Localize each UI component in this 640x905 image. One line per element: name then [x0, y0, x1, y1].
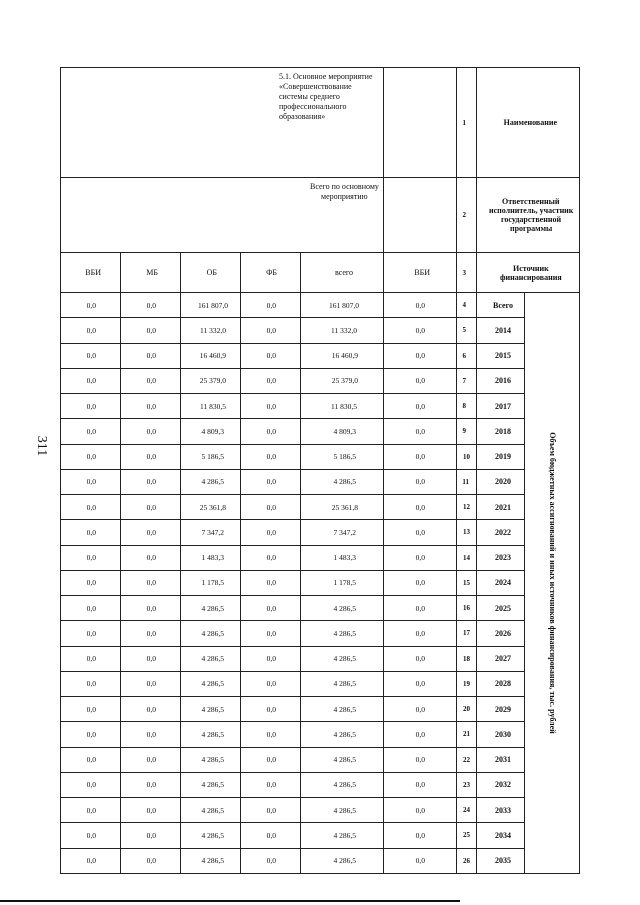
value-cell: 0,0 — [120, 444, 180, 469]
value-cell: 0,0 — [240, 394, 300, 419]
value-cell: 0,0 — [120, 798, 180, 823]
header-year: 2021 — [477, 495, 525, 520]
value-cell: 0,0 — [384, 419, 457, 444]
value-cell: 0,0 — [240, 343, 300, 368]
header-volume: Объем бюджетных ассигнований и иных источников финансирования, тыс. рублей — [525, 293, 580, 874]
value-cell: 0,0 — [120, 697, 180, 722]
value-cell: 25 379,0 — [300, 368, 383, 393]
header-year: 2031 — [477, 747, 525, 772]
header-source: Источник финансирования — [477, 253, 580, 293]
column-number: 15 — [456, 570, 476, 595]
header-year: 2018 — [477, 419, 525, 444]
value-cell: 0,0 — [384, 722, 457, 747]
header-year: 2034 — [477, 823, 525, 848]
value-cell: 0,0 — [384, 293, 457, 318]
header-year: 2022 — [477, 520, 525, 545]
value-cell: 11 332,0 — [180, 318, 240, 343]
value-cell: 0,0 — [61, 520, 121, 545]
header-year: 2027 — [477, 646, 525, 671]
header-year: 2030 — [477, 722, 525, 747]
value-cell: 1 483,3 — [180, 545, 240, 570]
value-cell: 0,0 — [61, 747, 121, 772]
column-number: 10 — [456, 444, 476, 469]
value-cell: 0,0 — [120, 293, 180, 318]
value-cell: 0,0 — [120, 495, 180, 520]
column-number: 9 — [456, 419, 476, 444]
header-year: 2029 — [477, 697, 525, 722]
value-cell: 4 286,5 — [180, 469, 240, 494]
value-cell: 25 361,8 — [300, 495, 383, 520]
value-cell: 4 286,5 — [300, 596, 383, 621]
value-cell: 0,0 — [61, 495, 121, 520]
header-responsible: Ответственный исполнитель, участник государственной программы — [477, 178, 580, 253]
value-cell: 0,0 — [120, 646, 180, 671]
value-cell: 4 809,3 — [180, 419, 240, 444]
value-cell: 0,0 — [384, 394, 457, 419]
value-cell: 4 286,5 — [180, 798, 240, 823]
column-number: 13 — [456, 520, 476, 545]
value-cell: 0,0 — [240, 848, 300, 874]
column-number: 25 — [456, 823, 476, 848]
value-cell: 4 286,5 — [180, 671, 240, 696]
value-cell: 0,0 — [61, 823, 121, 848]
column-number: 17 — [456, 621, 476, 646]
value-cell: 0,0 — [384, 747, 457, 772]
value-cell: 4 286,5 — [300, 722, 383, 747]
value-cell: 0,0 — [61, 722, 121, 747]
value-cell: 5 186,5 — [180, 444, 240, 469]
value-cell: 0,0 — [384, 823, 457, 848]
value-cell: 0,0 — [120, 596, 180, 621]
value-cell: 4 286,5 — [300, 772, 383, 797]
value-cell: 7 347,2 — [180, 520, 240, 545]
value-cell: 0,0 — [384, 495, 457, 520]
value-cell: 1 178,5 — [180, 570, 240, 595]
value-cell: 4 286,5 — [300, 697, 383, 722]
value-cell: 0,0 — [120, 368, 180, 393]
header-year: 2032 — [477, 772, 525, 797]
value-cell: 4 286,5 — [300, 823, 383, 848]
value-cell: 0,0 — [120, 823, 180, 848]
value-cell: 4 286,5 — [180, 823, 240, 848]
value-cell: 0,0 — [240, 621, 300, 646]
value-cell: 4 286,5 — [180, 848, 240, 874]
header-year: 2024 — [477, 570, 525, 595]
value-cell: 0,0 — [240, 722, 300, 747]
value-cell: 0,0 — [61, 368, 121, 393]
value-cell: 0,0 — [240, 772, 300, 797]
value-cell: 0,0 — [240, 293, 300, 318]
activity-name-cell: 5.1. Основное мероприятие «Совершенствование системы среднего профессионального образования» — [61, 68, 384, 178]
header-year: 2015 — [477, 343, 525, 368]
value-cell: 0,0 — [240, 697, 300, 722]
header-year: 2035 — [477, 848, 525, 874]
value-cell: 7 347,2 — [300, 520, 383, 545]
value-cell: 0,0 — [240, 520, 300, 545]
value-cell: 0,0 — [240, 444, 300, 469]
value-cell: 4 286,5 — [180, 772, 240, 797]
column-number: 3 — [456, 253, 476, 293]
value-cell: 0,0 — [61, 697, 121, 722]
value-cell: 0,0 — [120, 621, 180, 646]
value-cell: 25 361,8 — [180, 495, 240, 520]
value-cell: 0,0 — [240, 823, 300, 848]
column-number: 22 — [456, 747, 476, 772]
source-cell: МБ — [120, 253, 180, 293]
value-cell: 0,0 — [384, 444, 457, 469]
value-cell: 11 830,5 — [300, 394, 383, 419]
value-cell: 0,0 — [120, 469, 180, 494]
value-cell: 0,0 — [240, 318, 300, 343]
value-cell: 0,0 — [240, 419, 300, 444]
value-cell: 4 286,5 — [300, 848, 383, 874]
value-cell: 0,0 — [61, 469, 121, 494]
value-cell: 1 178,5 — [300, 570, 383, 595]
value-cell: 0,0 — [384, 469, 457, 494]
column-number: 19 — [456, 671, 476, 696]
column-number: 26 — [456, 848, 476, 874]
value-cell: 0,0 — [384, 798, 457, 823]
value-cell: 0,0 — [120, 747, 180, 772]
column-number: 6 — [456, 343, 476, 368]
value-cell: 0,0 — [61, 318, 121, 343]
value-cell: 0,0 — [240, 596, 300, 621]
value-cell: 0,0 — [384, 368, 457, 393]
value-cell: 0,0 — [120, 545, 180, 570]
table-row — [384, 68, 457, 874]
value-cell: 0,0 — [120, 772, 180, 797]
value-cell: 0,0 — [384, 848, 457, 874]
value-cell: 0,0 — [240, 368, 300, 393]
value-cell: 0,0 — [384, 545, 457, 570]
header-row-1 — [525, 68, 580, 874]
value-cell: 4 286,5 — [300, 671, 383, 696]
value-cell: 4 286,5 — [300, 646, 383, 671]
column-number: 14 — [456, 545, 476, 570]
value-cell: 0,0 — [240, 495, 300, 520]
source-cell: всего — [300, 253, 383, 293]
value-cell: 0,0 — [120, 419, 180, 444]
value-cell: 0,0 — [61, 646, 121, 671]
value-cell: 11 830,5 — [180, 394, 240, 419]
value-cell: 0,0 — [240, 646, 300, 671]
value-cell: 0,0 — [240, 747, 300, 772]
header-year: 2028 — [477, 671, 525, 696]
value-cell: 1 483,3 — [300, 545, 383, 570]
value-cell: 0,0 — [61, 293, 121, 318]
column-number: 7 — [456, 368, 476, 393]
value-cell: 0,0 — [384, 772, 457, 797]
value-cell: 4 286,5 — [300, 469, 383, 494]
column-number: 16 — [456, 596, 476, 621]
value-cell: 0,0 — [384, 646, 457, 671]
value-cell: 0,0 — [61, 343, 121, 368]
value-cell: 4 286,5 — [300, 747, 383, 772]
header-year: 2033 — [477, 798, 525, 823]
value-cell: 4 286,5 — [180, 747, 240, 772]
value-cell: 0,0 — [240, 671, 300, 696]
value-cell: 0,0 — [384, 318, 457, 343]
value-cell: 161 807,0 — [180, 293, 240, 318]
header-year: 2020 — [477, 469, 525, 494]
header-year: 2023 — [477, 545, 525, 570]
value-cell: 4 286,5 — [180, 596, 240, 621]
column-number: 23 — [456, 772, 476, 797]
source-cell: ВБИ — [61, 253, 121, 293]
value-cell: 0,0 — [61, 545, 121, 570]
value-cell: 4 809,3 — [300, 419, 383, 444]
responsible-cell: Всего по основному мероприятию — [61, 178, 384, 253]
rotated-table-container — [60, 67, 580, 874]
header-year: 2017 — [477, 394, 525, 419]
value-cell: 4 286,5 — [300, 798, 383, 823]
value-cell: 0,0 — [61, 621, 121, 646]
page-number: 311 — [34, 435, 49, 457]
value-cell: 0,0 — [61, 596, 121, 621]
value-cell: 0,0 — [384, 671, 457, 696]
value-cell: 0,0 — [61, 444, 121, 469]
header-total: Всего — [477, 293, 525, 318]
header-year: 2019 — [477, 444, 525, 469]
value-cell: 16 460,9 — [300, 343, 383, 368]
column-number: 12 — [456, 495, 476, 520]
value-cell: 0,0 — [120, 848, 180, 874]
header-year: 2014 — [477, 318, 525, 343]
value-cell: 0,0 — [240, 545, 300, 570]
column-number: 2 — [456, 178, 476, 253]
column-number: 18 — [456, 646, 476, 671]
value-cell: 0,0 — [61, 570, 121, 595]
value-cell: 0,0 — [384, 570, 457, 595]
empty-name-cell — [384, 68, 457, 178]
value-cell: 0,0 — [61, 772, 121, 797]
header-name: Наименование — [477, 68, 580, 178]
source-cell: ВБИ — [384, 253, 457, 293]
value-cell: 0,0 — [120, 671, 180, 696]
value-cell: 25 379,0 — [180, 368, 240, 393]
value-cell: 0,0 — [61, 394, 121, 419]
column-number: 5 — [456, 318, 476, 343]
value-cell: 0,0 — [384, 520, 457, 545]
value-cell: 16 460,9 — [180, 343, 240, 368]
value-cell: 4 286,5 — [180, 646, 240, 671]
value-cell: 0,0 — [61, 798, 121, 823]
column-numbers-row — [456, 68, 476, 874]
column-number: 1 — [456, 68, 476, 178]
value-cell: 0,0 — [61, 419, 121, 444]
column-number: 24 — [456, 798, 476, 823]
value-cell: 0,0 — [120, 722, 180, 747]
page-bottom-rule — [0, 900, 460, 902]
value-cell: 161 807,0 — [300, 293, 383, 318]
value-cell: 0,0 — [120, 343, 180, 368]
column-number: 20 — [456, 697, 476, 722]
table-row — [300, 68, 383, 874]
source-cell: ОБ — [180, 253, 240, 293]
budget-table — [60, 67, 580, 874]
value-cell: 4 286,5 — [180, 722, 240, 747]
value-cell: 0,0 — [384, 697, 457, 722]
value-cell: 11 332,0 — [300, 318, 383, 343]
value-cell: 0,0 — [240, 570, 300, 595]
header-year: 2026 — [477, 621, 525, 646]
value-cell: 0,0 — [120, 570, 180, 595]
value-cell: 0,0 — [120, 520, 180, 545]
value-cell: 4 286,5 — [180, 621, 240, 646]
value-cell: 0,0 — [61, 671, 121, 696]
value-cell: 0,0 — [240, 469, 300, 494]
empty-responsible-cell — [384, 178, 457, 253]
column-number: 4 — [456, 293, 476, 318]
value-cell: 5 186,5 — [300, 444, 383, 469]
header-year: 2016 — [477, 368, 525, 393]
value-cell: 0,0 — [384, 621, 457, 646]
value-cell: 4 286,5 — [300, 621, 383, 646]
value-cell: 0,0 — [384, 343, 457, 368]
value-cell: 0,0 — [240, 798, 300, 823]
value-cell: 4 286,5 — [180, 697, 240, 722]
header-year: 2025 — [477, 596, 525, 621]
column-number: 21 — [456, 722, 476, 747]
value-cell: 0,0 — [384, 596, 457, 621]
value-cell: 0,0 — [120, 394, 180, 419]
value-cell: 0,0 — [120, 318, 180, 343]
column-number: 11 — [456, 469, 476, 494]
source-cell: ФБ — [240, 253, 300, 293]
column-number: 8 — [456, 394, 476, 419]
value-cell: 0,0 — [61, 848, 121, 874]
